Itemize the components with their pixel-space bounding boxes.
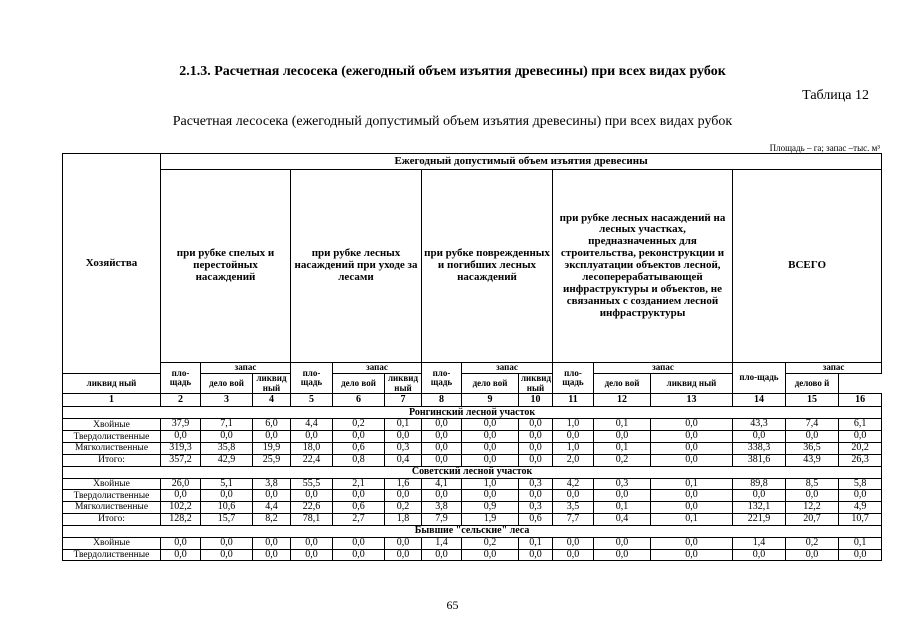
table-row <box>63 537 882 549</box>
table-cell: 221,9 <box>733 514 786 526</box>
table-cell: 1,0 <box>462 478 519 490</box>
header-area: пло-щадь <box>422 363 462 394</box>
table-cell: 0,0 <box>201 490 253 502</box>
table-cell: 20,2 <box>839 443 882 455</box>
table-cell: 1,4 <box>422 537 462 549</box>
table-cell: 0,0 <box>422 454 462 466</box>
table-cell: 26,3 <box>839 454 882 466</box>
header-business: дело вой <box>201 374 253 394</box>
table-cell: 0,0 <box>594 490 651 502</box>
table-cell: 0,0 <box>333 549 385 561</box>
row-name: Хвойные <box>63 537 161 549</box>
table-cell: 0,0 <box>519 431 553 443</box>
row-name: Хвойные <box>63 419 161 431</box>
section-title: Ронгинский лесной участок <box>63 407 882 419</box>
table-cell: 6,1 <box>839 419 882 431</box>
table-row <box>63 443 882 455</box>
section-row <box>63 466 882 478</box>
table-cell: 381,6 <box>733 454 786 466</box>
table-cell: 0,1 <box>594 443 651 455</box>
table-cell: 6,0 <box>253 419 291 431</box>
table-cell: 4,2 <box>553 478 594 490</box>
table-cell: 0,0 <box>253 431 291 443</box>
table-cell: 0,0 <box>651 431 733 443</box>
row-name: Итого: <box>63 514 161 526</box>
table-cell: 319,3 <box>161 443 201 455</box>
table-cell: 0,0 <box>462 443 519 455</box>
table-cell: 0,0 <box>161 490 201 502</box>
table-cell: 2,7 <box>333 514 385 526</box>
table-cell: 89,8 <box>733 478 786 490</box>
table-cell: 0,0 <box>786 431 839 443</box>
table-cell: 0,1 <box>651 478 733 490</box>
table-cell: 0,0 <box>462 454 519 466</box>
table-cell: 0,1 <box>385 419 422 431</box>
table-cell: 0,0 <box>651 443 733 455</box>
table-cell: 0,0 <box>291 549 333 561</box>
table-cell: 0,0 <box>733 549 786 561</box>
column-number: 13 <box>651 394 733 407</box>
table-cell: 0,0 <box>462 490 519 502</box>
header-stock: запас <box>786 363 882 374</box>
table-cell: 1,6 <box>385 478 422 490</box>
table-cell: 0,0 <box>839 431 882 443</box>
table-cell: 18,0 <box>291 443 333 455</box>
table-cell: 0,1 <box>594 419 651 431</box>
table-cell: 0,0 <box>253 490 291 502</box>
table-cell: 0,0 <box>519 443 553 455</box>
header-farms: Хозяйства <box>63 154 161 374</box>
header-area: пло-щадь <box>553 363 594 394</box>
table-cell: 132,1 <box>733 502 786 514</box>
header-stock: запас <box>333 363 422 374</box>
column-number: 11 <box>553 394 594 407</box>
table-cell: 0,0 <box>253 549 291 561</box>
table-cell: 0,2 <box>333 419 385 431</box>
table-cell: 0,0 <box>333 490 385 502</box>
column-number: 5 <box>291 394 333 407</box>
column-number: 15 <box>786 394 839 407</box>
table-cell: 0,0 <box>291 490 333 502</box>
table-cell: 35,8 <box>201 443 253 455</box>
header-business: дело вой <box>594 374 651 394</box>
table-caption: Расчетная лесосека (ежегодный допустимый объем изъятия древесины) при всех видах рубок <box>172 114 733 129</box>
header-main: Ежегодный допустимый объем изъятия древесины <box>161 154 882 170</box>
table-cell: 78,1 <box>291 514 333 526</box>
header-area: пло-щадь <box>733 363 786 394</box>
table-cell: 7,7 <box>553 514 594 526</box>
column-number: 12 <box>594 394 651 407</box>
table-row <box>63 549 882 561</box>
table-cell: 26,0 <box>161 478 201 490</box>
table-cell: 0,0 <box>519 454 553 466</box>
column-number: 14 <box>733 394 786 407</box>
table-cell: 55,5 <box>291 478 333 490</box>
table-cell: 15,7 <box>201 514 253 526</box>
section-title: Советский лесной участок <box>63 466 882 478</box>
table-cell: 42,9 <box>201 454 253 466</box>
header-stock: запас <box>201 363 291 374</box>
table-cell: 0,0 <box>786 549 839 561</box>
header-category-total: ВСЕГО <box>733 170 882 363</box>
column-number: 4 <box>253 394 291 407</box>
table-cell: 0,6 <box>333 443 385 455</box>
table-cell: 0,0 <box>462 431 519 443</box>
table-cell: 10,6 <box>201 502 253 514</box>
table-cell: 5,1 <box>201 478 253 490</box>
table-cell: 0,0 <box>553 431 594 443</box>
table-cell: 0,0 <box>422 419 462 431</box>
header-category-construction: при рубке лесных насаждений на лесных участках, предназначенных для строительства, реконструкции и эксплуатации объектов лесной, лесоперерабатывающей инфраструктуры и объектов, не связанных с созданием лесной инфраструктуры <box>553 170 733 363</box>
table-cell: 4,4 <box>253 502 291 514</box>
table-cell: 0,2 <box>786 537 839 549</box>
table-cell: 0,0 <box>385 549 422 561</box>
page-number: 65 <box>446 598 459 612</box>
table-cell: 0,4 <box>594 514 651 526</box>
table-cell: 0,4 <box>385 454 422 466</box>
table-cell: 25,9 <box>253 454 291 466</box>
table-cell: 0,0 <box>422 490 462 502</box>
table-cell: 0,0 <box>201 431 253 443</box>
table-cell: 0,1 <box>594 502 651 514</box>
table-cell: 357,2 <box>161 454 201 466</box>
column-number: 9 <box>462 394 519 407</box>
table-cell: 0,0 <box>291 431 333 443</box>
table-cell: 0,0 <box>161 537 201 549</box>
column-number: 8 <box>422 394 462 407</box>
row-name: Мягколиственные <box>63 502 161 514</box>
row-name: Хвойные <box>63 478 161 490</box>
table-cell: 4,9 <box>839 502 882 514</box>
section-row <box>63 407 882 419</box>
header-area: пло-щадь <box>161 363 201 394</box>
header-stock: запас <box>594 363 733 374</box>
table-cell: 0,0 <box>651 490 733 502</box>
header-category-damaged: при рубке поврежденных и погибших лесных насаждений <box>422 170 553 363</box>
table-cell: 0,0 <box>462 419 519 431</box>
table-cell: 0,0 <box>422 431 462 443</box>
table-cell: 0,2 <box>462 537 519 549</box>
header-liquid: ликвид ный <box>519 374 553 394</box>
table-cell: 0,0 <box>594 549 651 561</box>
table-cell: 2,0 <box>553 454 594 466</box>
table-cell: 0,0 <box>733 490 786 502</box>
table-cell: 102,2 <box>161 502 201 514</box>
table-cell: 0,0 <box>422 443 462 455</box>
forest-table <box>62 153 882 561</box>
table-cell: 0,0 <box>201 537 253 549</box>
header-liquid: ликвид ный <box>651 374 733 394</box>
table-cell: 36,5 <box>786 443 839 455</box>
header-business: дело вой <box>462 374 519 394</box>
row-name: Мягколиственные <box>63 443 161 455</box>
table-cell: 0,0 <box>253 537 291 549</box>
table-cell: 0,1 <box>839 537 882 549</box>
table-cell: 0,6 <box>333 502 385 514</box>
header-category-mature: при рубке спелых и перестойных насаждений <box>161 170 291 363</box>
header-stock: запас <box>462 363 553 374</box>
table-cell: 0,0 <box>422 549 462 561</box>
table-cell: 0,0 <box>519 490 553 502</box>
header-business: делово й <box>786 374 839 394</box>
table-cell: 4,1 <box>422 478 462 490</box>
column-number: 16 <box>839 394 882 407</box>
row-name: Твердолиственные <box>63 431 161 443</box>
table-cell: 0,0 <box>651 549 733 561</box>
table-cell: 0,0 <box>201 549 253 561</box>
column-number-row <box>63 394 882 407</box>
table-cell: 0,0 <box>333 431 385 443</box>
table-cell: 0,0 <box>519 419 553 431</box>
table-cell: 7,9 <box>422 514 462 526</box>
table-cell: 0,1 <box>651 514 733 526</box>
column-number: 6 <box>333 394 385 407</box>
table-body <box>63 394 882 561</box>
row-name: Итого: <box>63 454 161 466</box>
table-cell: 1,0 <box>553 419 594 431</box>
table-cell: 0,0 <box>385 537 422 549</box>
table-cell: 0,0 <box>594 431 651 443</box>
table-cell: 37,9 <box>161 419 201 431</box>
table-row <box>63 431 882 443</box>
table-cell: 0,0 <box>651 537 733 549</box>
table-cell: 0,3 <box>519 478 553 490</box>
table-cell: 0,0 <box>651 502 733 514</box>
table-cell: 5,8 <box>839 478 882 490</box>
header-category-care: при рубке лесных насаждений при уходе за лесами <box>291 170 422 363</box>
table-cell: 0,0 <box>839 490 882 502</box>
table-cell: 19,9 <box>253 443 291 455</box>
table-cell: 7,4 <box>786 419 839 431</box>
column-number: 1 <box>63 394 161 407</box>
table-cell: 22,6 <box>291 502 333 514</box>
column-number: 2 <box>161 394 201 407</box>
table-cell: 0,0 <box>553 549 594 561</box>
table-cell: 7,1 <box>201 419 253 431</box>
table-cell: 1,8 <box>385 514 422 526</box>
header-liquid: ликвид ный <box>253 374 291 394</box>
table-cell: 3,5 <box>553 502 594 514</box>
table-row <box>63 419 882 431</box>
table-cell: 0,0 <box>385 431 422 443</box>
section-title: Бывшие "сельские" леса <box>63 525 882 537</box>
table-cell: 0,3 <box>385 443 422 455</box>
table-cell: 0,0 <box>651 454 733 466</box>
table-cell: 0,8 <box>333 454 385 466</box>
column-number: 3 <box>201 394 253 407</box>
table-cell: 128,2 <box>161 514 201 526</box>
table-cell: 3,8 <box>253 478 291 490</box>
column-number: 10 <box>519 394 553 407</box>
table-cell: 0,0 <box>385 490 422 502</box>
table-cell: 4,4 <box>291 419 333 431</box>
table-cell: 10,7 <box>839 514 882 526</box>
column-number: 7 <box>385 394 422 407</box>
units-note: Площадь – га; запас –тыс. м³ <box>769 143 880 153</box>
table-row <box>63 478 882 490</box>
table-number: Таблица 12 <box>802 88 869 103</box>
table-row <box>63 502 882 514</box>
row-name: Твердолиственные <box>63 549 161 561</box>
table-cell: 2,1 <box>333 478 385 490</box>
table-cell: 0,0 <box>161 549 201 561</box>
table-cell: 20,7 <box>786 514 839 526</box>
table-cell: 0,2 <box>594 454 651 466</box>
table-row <box>63 454 882 466</box>
table-cell: 43,3 <box>733 419 786 431</box>
row-name: Твердолиственные <box>63 490 161 502</box>
table-cell: 0,3 <box>594 478 651 490</box>
table-cell: 8,5 <box>786 478 839 490</box>
table-cell: 0,2 <box>385 502 422 514</box>
table-cell: 0,0 <box>553 537 594 549</box>
table-cell: 1,9 <box>462 514 519 526</box>
header-liquid: ликвид ный <box>63 374 161 394</box>
table-cell: 1,0 <box>553 443 594 455</box>
table-cell: 1,4 <box>733 537 786 549</box>
table-cell: 22,4 <box>291 454 333 466</box>
table-cell: 0,0 <box>786 490 839 502</box>
table-cell: 0,0 <box>519 549 553 561</box>
header-liquid: ликвид ный <box>385 374 422 394</box>
table-cell: 0,0 <box>553 490 594 502</box>
table-cell: 8,2 <box>253 514 291 526</box>
table-row <box>63 490 882 502</box>
table-row <box>63 514 882 526</box>
header-business: дело вой <box>333 374 385 394</box>
table-cell: 0,0 <box>594 537 651 549</box>
table-cell: 0,1 <box>519 537 553 549</box>
table-cell: 0,0 <box>462 549 519 561</box>
table-cell: 0,0 <box>291 537 333 549</box>
header-area: пло-щадь <box>291 363 333 394</box>
section-title: 2.1.3. Расчетная лесосека (ежегодный объем изъятия древесины) при всех видах рубок <box>179 64 726 79</box>
table-cell: 43,9 <box>786 454 839 466</box>
table-cell: 0,3 <box>519 502 553 514</box>
table-cell: 0,0 <box>839 549 882 561</box>
table-cell: 0,0 <box>651 419 733 431</box>
section-row <box>63 525 882 537</box>
table-cell: 0,0 <box>333 537 385 549</box>
table-cell: 3,8 <box>422 502 462 514</box>
table-cell: 0,0 <box>161 431 201 443</box>
table-cell: 0,9 <box>462 502 519 514</box>
table-cell: 0,6 <box>519 514 553 526</box>
table-cell: 0,0 <box>733 431 786 443</box>
table-cell: 12,2 <box>786 502 839 514</box>
table-cell: 338,3 <box>733 443 786 455</box>
